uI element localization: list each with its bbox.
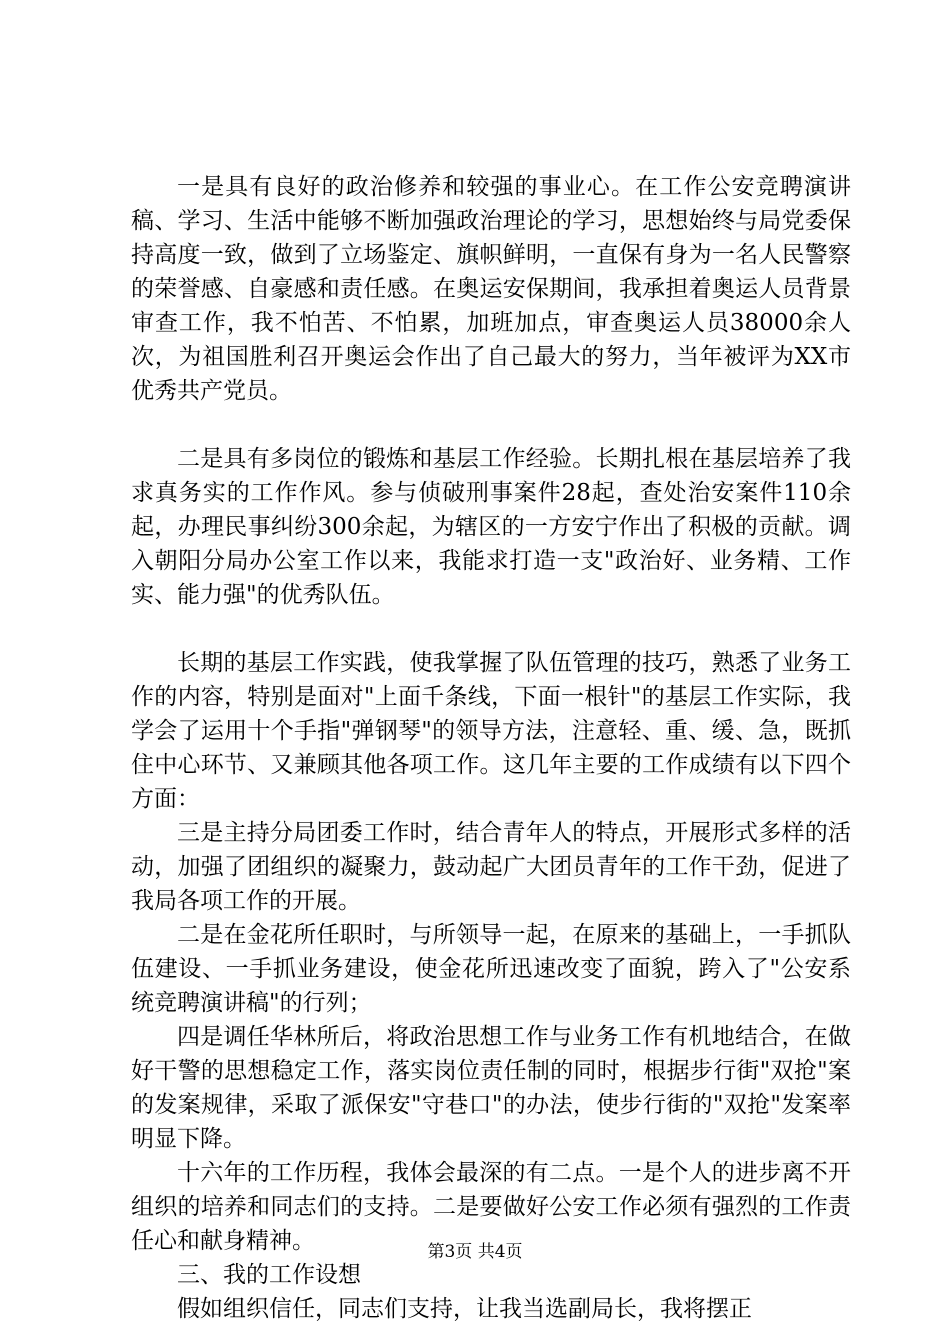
page-footer: 第3页 共4页 bbox=[427, 1242, 523, 1262]
paragraph-sixteen-years: 十六年的工作历程，我体会最深的有二点。一是个人的进步离不开组织的培养和同志们的支持。二是要做好公安工作必须有强烈的工作责任心和献身精神。 bbox=[131, 1160, 851, 1254]
paragraph-political-cultivation: 一是具有良好的政治修养和较强的事业心。在工作公安竞聘演讲稿、学习、生活中能够不断加强政治理论的学习，思想始终与局党委保持高度一致，做到了立场鉴定、旗帜鲜明，一直保有身为一名人民警察的荣誉感、自豪感和责任感。在奥运安保期间，我承担着奥运人员背景审查工作，我不怕苦、不怕累，加班加点，审查奥运人员38000余人次，为祖国胜利召开奥运会作出了自己最大的努力，当年被评为XX市优秀共产党员。 bbox=[131, 174, 851, 404]
section-heading-work-plan: 三、我的工作设想 bbox=[177, 1262, 361, 1288]
document-body bbox=[131, 170, 851, 1326]
paragraph-jinhua-station: 二是在金花所任职时，与所领导一起，在原来的基础上，一手抓队伍建设、一手抓业务建设，使金花所迅速改变了面貌，跨入了"公安系统竞聘演讲稿"的行列； bbox=[131, 922, 851, 1016]
paragraph-work-plan-intro: 假如组织信任，同志们支持，让我当选副局长，我将摆正 bbox=[177, 1296, 752, 1322]
paragraph-hualin-station: 四是调任华林所后，将政治思想工作与业务工作有机地结合，在做好干警的思想稳定工作，落实岗位责任制的同时，根据步行街"双抢"案的发案规律，采取了派保安"守巷口"的办法，使步行街的"双抢"发案率明显下降。 bbox=[131, 1024, 851, 1152]
paragraph-grassroots-practice: 长期的基层工作实践，使我掌握了队伍管理的技巧，熟悉了业务工作的内容，特别是面对"上面千条线，下面一根针"的基层工作实际，我学会了运用十个手指"弹钢琴"的领导方法，注意轻、重、缓、急，既抓住中心环节、又兼顾其他各项工作。这几年主要的工作成绩有以下四个方面： bbox=[131, 650, 851, 812]
paragraph-multi-post-experience: 二是具有多岗位的锻炼和基层工作经验。长期扎根在基层培养了我求真务实的工作作风。参与侦破刑事案件28起，查处治安案件110余起，办理民事纠纷300余起，为辖区的一方安宁作出了积极的贡献。调入朝阳分局办公室工作以来，我能求打造一支"政治好、业务精、工作实、能力强"的优秀队伍。 bbox=[131, 446, 851, 608]
paragraph-youth-league-work: 三是主持分局团委工作时，结合青年人的特点，开展形式多样的活动，加强了团组织的凝聚力，鼓动起广大团员青年的工作干劲，促进了我局各项工作的开展。 bbox=[131, 820, 851, 914]
